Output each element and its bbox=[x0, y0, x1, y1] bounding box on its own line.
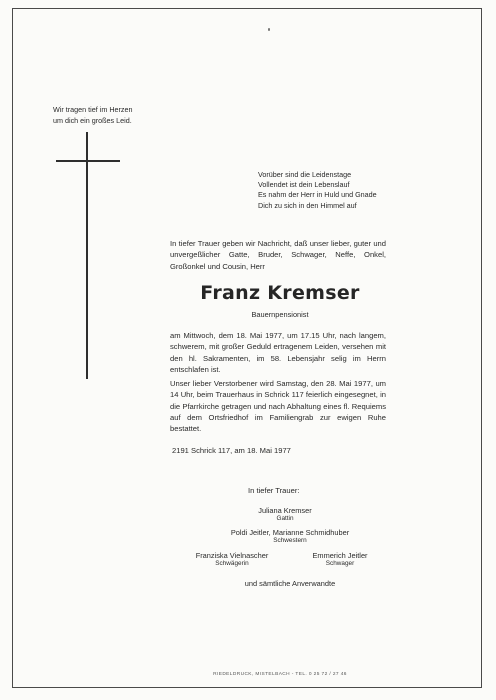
mourner-sisters bbox=[190, 528, 390, 545]
poem-line-2: Vollendet ist dein Lebenslauf bbox=[258, 180, 350, 190]
mourner-name: Franziska Vielnascher bbox=[195, 551, 269, 560]
deceased-profession: Bauernpensionist bbox=[251, 310, 309, 319]
mourner-role: Schwestern bbox=[273, 537, 307, 544]
mourner-role: Schwager bbox=[325, 560, 355, 567]
death-notice-paragraph: am Mittwoch, dem 18. Mai 1977, um 17.15 Uhr, nach langem, schwerem, mit großer Geduld ertragenem Leiden, versehen mit den hl. Sakramenten, im 58. Lebensjahr selig im Herrn entschlafen ist. bbox=[170, 331, 386, 374]
cross-icon-vertical bbox=[86, 132, 88, 379]
deceased-name: Franz Kremser bbox=[200, 282, 360, 304]
mourner-name: Poldi Jeitler, Marianne Schmidhuber bbox=[230, 528, 350, 537]
mourner-brother-in-law bbox=[290, 551, 390, 568]
epigraph-line-2: um dich ein großes Leid. bbox=[53, 116, 132, 125]
poem-line-1: Vorüber sind die Leidenstage bbox=[258, 170, 352, 179]
place-date: 2191 Schrick 117, am 18. Mai 1977 bbox=[172, 446, 291, 455]
mourner-name: Emmerich Jeitler bbox=[312, 551, 368, 560]
epigraph bbox=[53, 104, 132, 126]
intro-text: In tiefer Trauer geben wir Nachricht, daß unser lieber, guter und unvergeßlicher Gatte, Bruder, Schwager, Neffe, Onkel, Großonkel und Cousin, Herr bbox=[170, 239, 386, 271]
mourner-spouse bbox=[220, 506, 350, 523]
funeral-details-paragraph: Unser lieber Verstorbener wird Samstag, den 28. Mai 1977, um 14 Uhr, beim Trauerhaus in Schrick 117 feierlich eingesegnet, in die Pfarrkirche getragen und nach Abhaltung eines fl. Requiems auf dem Ortsfriedhof im Familiengrab zur ewigen Ruhe bestattet. bbox=[170, 379, 386, 434]
printer-imprint: RIEDELDRUCK, MISTELBACH - TEL. 0 25 72 / 27 46 bbox=[213, 672, 347, 677]
mourner-sister-in-law bbox=[180, 551, 284, 568]
mourner-name: Juliana Kremser bbox=[258, 506, 312, 515]
epigraph-line-1: Wir tragen tief im Herzen bbox=[53, 105, 133, 114]
poem-line-3: Es nahm der Herr in Huld und Gnade bbox=[258, 190, 377, 200]
paper-speck bbox=[268, 28, 270, 31]
cross-icon-horizontal bbox=[56, 160, 120, 162]
poem bbox=[258, 170, 377, 211]
mourners-label: In tiefer Trauer: bbox=[248, 486, 300, 495]
closing-line: und sämtliche Anverwandte bbox=[244, 579, 336, 588]
mourner-role: Schwägerin bbox=[215, 560, 249, 567]
mourner-role: Gattin bbox=[276, 515, 294, 522]
poem-line-4: Dich zu sich in den Himmel auf bbox=[258, 200, 357, 210]
